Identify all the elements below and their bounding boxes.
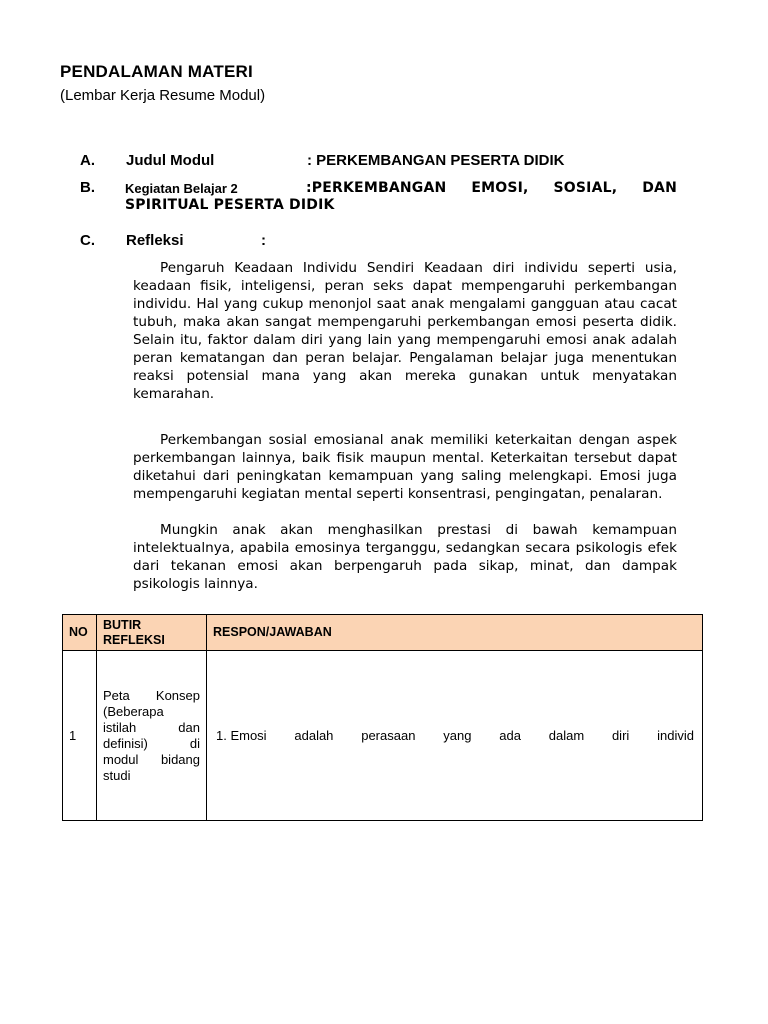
header-butir-refleksi: BUTIR REFLEKSI: [97, 615, 207, 651]
respon-word: yang: [443, 728, 472, 743]
respon-word: diri: [611, 728, 630, 743]
respon-word: 1. Emosi: [216, 728, 267, 743]
section-c-label: Refleksi: [126, 232, 184, 249]
respon-word: dalam: [548, 728, 585, 743]
header-respon-jawaban: RESPON/JAWABAN: [207, 615, 703, 651]
respon-word: individ: [657, 728, 694, 743]
section-b-value: :PERKEMBANGAN EMOSI, SOSIAL, DAN SPIRITUAL PESERTA DIDIK: [125, 180, 677, 213]
respon-word: adalah: [294, 728, 334, 743]
reflection-paragraph-3: Mungkin anak akan menghasilkan prestasi di bawah kemampuan intelektualnya, apabila emosinya terganggu, sedangkan secara psikologis efek dari tekanan emosi akan berpengaruh pada sikap, minat, dan dampak psikologis lainnya.: [133, 522, 677, 592]
reflection-paragraph-2: Perkembangan sosial emosianal anak memiliki keterkaitan dengan aspek perkembangan lainnya, baik fisik maupun mental. Keterkaitan tersebut dapat diketahui dari peningkatan kemampuan yang saling melengkapi. Emosi juga mempengaruhi kegiatan mental seperti konsentrasi, pengingatan, penalaran.: [133, 432, 677, 502]
section-b-label: Kegiatan Belajar 2: [125, 181, 238, 196]
reflection-table: [62, 614, 703, 821]
page-title: PENDALAMAN MATERI: [60, 62, 253, 81]
section-a-label: Judul Modul: [126, 152, 215, 169]
section-a-value: : PERKEMBANGAN PESERTA DIDIK: [307, 152, 565, 169]
reflection-paragraph-1: Pengaruh Keadaan Individu Sendiri Keadaan diri individu seperti usia, keadaan fisik, inteligensi, peran seks dapat mempengaruhi perkembangan individu. Hal yang cukup menonjol saat anak mengalami gangguan atau cacat tubuh, maka akan sangat mempengaruhi perkembangan emosi peserta didik. Selain itu, faktor dalam diri yang lain yang mempengaruhi emosi anak adalah peran kematangan dan peran belajar. Pengalaman belajar juga menentukan reaksi potensial mana yang akan mereka gunakan untuk menyatakan kemarahan.: [133, 260, 677, 402]
section-c-colon: :: [261, 232, 266, 249]
section-c-letter: C.: [80, 232, 95, 249]
row-respon-jawaban: [207, 651, 703, 821]
section-b-letter: B.: [80, 179, 95, 196]
page-subtitle: (Lembar Kerja Resume Modul): [60, 87, 266, 104]
table-row: [63, 651, 703, 821]
respon-word: perasaan: [361, 728, 416, 743]
header-no: NO: [63, 615, 97, 651]
table-header-row: [63, 615, 703, 651]
respon-text-line: [216, 728, 694, 743]
respon-word: ada: [499, 728, 521, 743]
section-a-letter: A.: [80, 152, 95, 169]
row-butir-refleksi: Peta Konsep (Beberapa istilah dan definisi) di modul bidang studi: [97, 651, 207, 821]
row-number: 1: [63, 651, 97, 821]
